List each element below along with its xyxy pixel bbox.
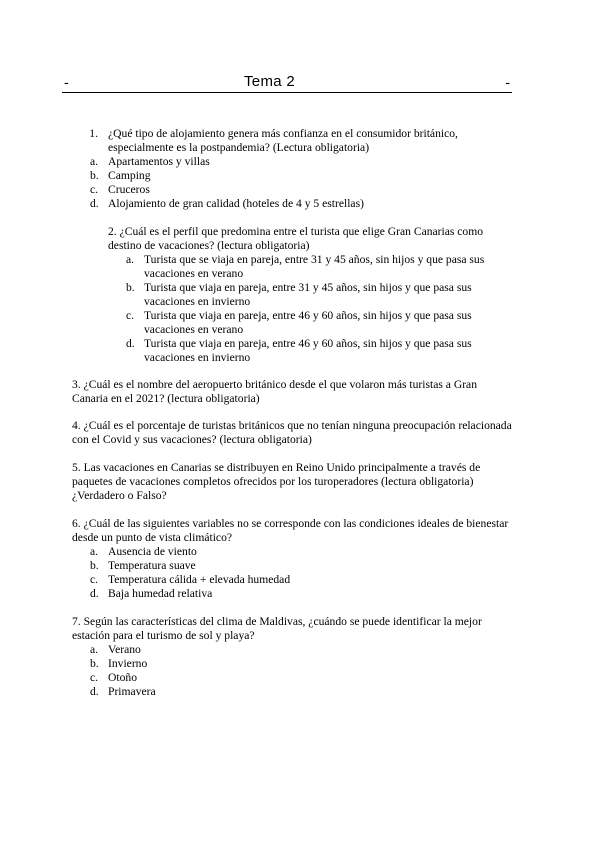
question-text: ¿Verdadero o Falso? [72, 489, 167, 502]
option-text: Temperatura suave [108, 559, 196, 572]
option-letter: d. [90, 197, 99, 210]
option-text: Primavera [108, 685, 156, 698]
header-right-dash: - [505, 74, 510, 90]
question-text: 4. ¿Cuál es el porcentaje de turistas británicos que no tenían ninguna preocupación relacionada [72, 419, 512, 432]
question-text: 3. ¿Cuál es el nombre del aeropuerto británico desde el que volaron más turistas a Gran [72, 378, 478, 391]
question-text: especialmente es la postpandemia? (Lectura obligatoria) [108, 141, 370, 154]
option-text: Turista que viaja en pareja, entre 46 y 60 años, sin hijos y que pasa sus [144, 337, 472, 350]
option-letter: a. [90, 545, 99, 558]
question-text: 5. Las vacaciones en Canarias se distribuyen en Reino Unido principalmente a través de [72, 461, 481, 474]
question-text: 2. ¿Cuál es el perfil que predomina entre el turista que elige Gran Canarias como [108, 225, 484, 238]
option-text: vacaciones en verano [144, 323, 244, 336]
page-title: Tema 2 [244, 73, 295, 90]
question-text: Canaria en el 2021? (lectura obligatoria) [72, 392, 260, 405]
option-letter: c. [90, 671, 99, 684]
option-letter: c. [90, 183, 99, 196]
option-text: Ausencia de viento [108, 545, 197, 558]
option-letter: a. [126, 253, 135, 266]
option-text: vacaciones en invierno [144, 351, 251, 364]
option-letter: b. [90, 169, 99, 182]
option-text: Invierno [108, 657, 148, 670]
option-text: Turista que viaja en pareja, entre 31 y 45 años, sin hijos y que pasa sus [144, 281, 472, 294]
question-text: con el Covid y sus vacaciones? (lectura obligatoria) [72, 433, 312, 446]
header-left-dash: - [64, 74, 69, 90]
option-text: Baja humedad relativa [108, 587, 213, 600]
option-letter: a. [90, 643, 99, 656]
option-letter: d. [90, 685, 99, 698]
option-text: vacaciones en invierno [144, 295, 251, 308]
question-text: 7. Según las características del clima de Maldivas, ¿cuándo se puede identificar la mejor [72, 615, 482, 628]
option-letter: c. [126, 309, 135, 322]
option-letter: d. [126, 337, 135, 350]
option-text: Verano [108, 643, 141, 656]
option-text: Temperatura cálida + elevada humedad [108, 573, 291, 586]
option-letter: b. [126, 281, 135, 294]
option-text: Otoño [108, 671, 137, 684]
page-header [62, 72, 512, 93]
question-text: paquetes de vacaciones completos ofrecidos por los turoperadores (lectura obligatoria) [72, 475, 474, 488]
option-letter: b. [90, 657, 99, 670]
option-text: Turista que viaja en pareja, entre 46 y 60 años, sin hijos y que pasa sus [144, 309, 472, 322]
option-letter: b. [90, 559, 99, 572]
question-text: desde un punto de vista climático? [72, 531, 233, 544]
option-letter: c. [90, 573, 99, 586]
option-text: Turista que se viaja en pareja, entre 31 y 45 años, sin hijos y que pasa sus [144, 253, 485, 266]
option-text: Apartamentos y villas [108, 155, 210, 168]
option-letter: d. [90, 587, 99, 600]
question-number: 1. [89, 127, 98, 140]
option-text: Alojamiento de gran calidad (hoteles de 4 y 5 estrellas) [108, 197, 364, 210]
question-text: estación para el turismo de sol y playa? [72, 629, 255, 642]
option-letter: a. [90, 155, 99, 168]
option-text: Cruceros [108, 183, 150, 196]
option-text: vacaciones en verano [144, 267, 244, 280]
question-text: ¿Qué tipo de alojamiento genera más confianza en el consumidor británico, [108, 127, 458, 140]
question-text: 6. ¿Cuál de las siguientes variables no se corresponde con las condiciones ideales de bienestar [72, 517, 509, 530]
option-text: Camping [108, 169, 151, 182]
question-text: destino de vacaciones? (lectura obligatoria) [108, 239, 310, 252]
